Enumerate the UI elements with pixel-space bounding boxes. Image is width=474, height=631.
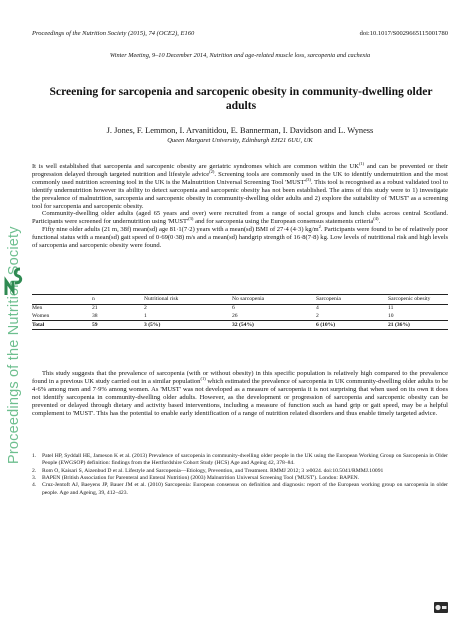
table-header: Sarcopenic obesity [388,295,448,305]
intro-paragraph-3: Fifty nine older adults (21 m, 38f) mean(sd) age 81·1(7·2) years with a mean(sd) BMI of 27·4 (4·3) $kg/m^2$. Participants were found to be of relatively poor functional status with a mean(sd) gait speed of 0·69(0·38) m/s and a mean(sd) handgrip strength of 16·8(7·8) kg. Low levels of nutritional risk and high levels of sarcopenia and sarcopenic obesity were found. [32,224,448,250]
table-header: n [92,295,144,305]
crossmark-icon [434,602,448,613]
discussion-section [32,370,448,417]
table-header [32,295,92,305]
journal-sidebar-brand [4,168,26,468]
references-list [32,453,448,497]
table-cell: 11 [388,305,394,312]
intro-paragraph-2: Community-dwelling older adults (aged 65 years and over) were recruited from a range of social groups and lunch clubs across central Scotland. Participants were screened for undernutrition using '$MUST'^{(3)}$ and for sarcopenia using the European consensus statements criteria$^{(4)}$. [32,210,448,226]
discussion-paragraph: This study suggests that the prevalence of sarcopenia (with or without obesity) in this specific population is relatively high compared to the prevalence found in a previous UK study carried out in a similar population$^{(1)}$ which estimated the prevalence of sarcopenia in UK community-dwelling older adults to be 4·6% among men and 7·9% among women. As 'MUST' was not developed as a measure of sarcopenia it is not surprising that when used on its own it does not identify sarcopenia in community-dwelling older adults. However, as the development or progression of sarcopenia and sarcopenic obesity can be prevented or delayed through dietary and activity based interventions, including a measure of function such as hand grip or gait speed, may be a helpful complement to 'MUST'. This has the potential to enable early identification of a range of nutrition related disorders and thus enable timely targeted advice. [32,370,448,417]
table-cell: 1 [144,313,147,320]
table-row [32,304,448,312]
table-cell: 2 [316,313,319,320]
meeting-line: Winter Meeting, 9–10 December 2014, Nutrition and age-related muscle loss, sarcopenia and cachexia [109,52,371,59]
table-cell: 21 [92,305,98,312]
journal-sidebar-text: Proceedings of the Nutrition Society [6,226,22,464]
intro-paragraph-1: It is well established that sarcopenia and sarcopenic obesity are geriatric syndromes which are common within the UK$^{(1)}$ and can be prevented or their progression delayed through targeted nutrition and lifestyle advice$^{(2)}$. Screening tools are commonly used in the UK to identify undernutrition and the most commonly used nutrition screening tool in the UK is the Malnutrition Universal Screening Tool '$MUST'^{(3)}$. This tool is recognised as a robust validated tool to identify undernutrition however its ability to detect sarcopenia and sarcopenic obesity has not been established. The aims of this study were to 1) investigate the prevalence of malnutrition, sarcopenia and sarcopenic obesity in community-dwelling older adults and 2) explore the suitability of 'MUST' as a screening tool for sarcopenia and sarcopenic obesity. [32,160,449,210]
table-cell: 59 [92,321,144,330]
intro-section [32,160,449,250]
table-cell: Total [32,321,92,330]
table-total-row [32,321,448,330]
results-table [32,294,448,330]
table-header: Nutritional risk [144,295,232,305]
table-cell: 6 [232,305,235,312]
table-cell: 32 (54%) [232,321,316,330]
reference-item: 1. Patel HP, Syddall HE, Jameson K et al. (2013) Prevalence of sarcopenia in community-dwelling older people in the UK using the European Working Group on Sarcopenia in Older People (EWGSOP) definition: findings from the Hertfordshire Cohort Study (HCS) Age and Ageing 42, 378–84. [32,453,448,467]
table-row [32,312,448,320]
table-cell: 38 [92,313,98,320]
affiliation: Queen Margaret University, Edinburgh EH21 6UU, UK [167,137,313,144]
table-cell: 2 [144,305,147,312]
reference-item: 2. Rom O, Kaisari S, Aizenbud D et al. Lifestyle and Sarcopenia—Etiology, Prevention, and Treatment. RMMJ 2012; 3 :e0024. doi:10.5041/RMMJ.10091 [32,467,384,474]
table-cell: 21 (36%) [388,321,448,330]
authors: J. Jones, F. Lemmon, I. Arvanitidou, E. Bannerman, I. Davidson and L. Wyness [106,126,374,135]
table-header-row [32,295,448,305]
table-header: Sarcopenia [316,295,388,305]
table-cell: 26 [232,313,238,320]
table-cell: Men [32,305,43,312]
doi: doi:10.1017/S0029665115001780 [359,30,448,37]
article-title: Screening for sarcopenia and sarcopenic obesity in community-dwelling older adults [49,85,433,112]
ns-logo-icon [3,263,23,297]
journal-citation: Proceedings of the Nutrition Society (2015), 74 (OCE2), E160 [32,30,195,37]
reference-item: 4. Cruz-Jentoft AJ, Baeyens JP, Bauer JM et al. (2010) Sarcopenia: European consensus on definition and diagnosis: report of the European working group on sarcopenia in older people. Age and Ageing, 39, 412–423. [32,482,448,496]
table-header: No sarcopenia [232,295,316,305]
table-cell: 4 [316,305,319,312]
reference-item: 3. BAPEN (British Association for Parenteral and Enteral Nutrition) (2003) Malnutrition Universal Screening Tool ('MUST'). London: BAPEN. [32,474,360,481]
table-cell: 10 [388,313,394,320]
table-cell: Women [32,313,50,320]
table-cell: 3 (5%) [144,321,232,330]
table-cell: 6 (10%) [316,321,388,330]
running-header [32,30,448,37]
